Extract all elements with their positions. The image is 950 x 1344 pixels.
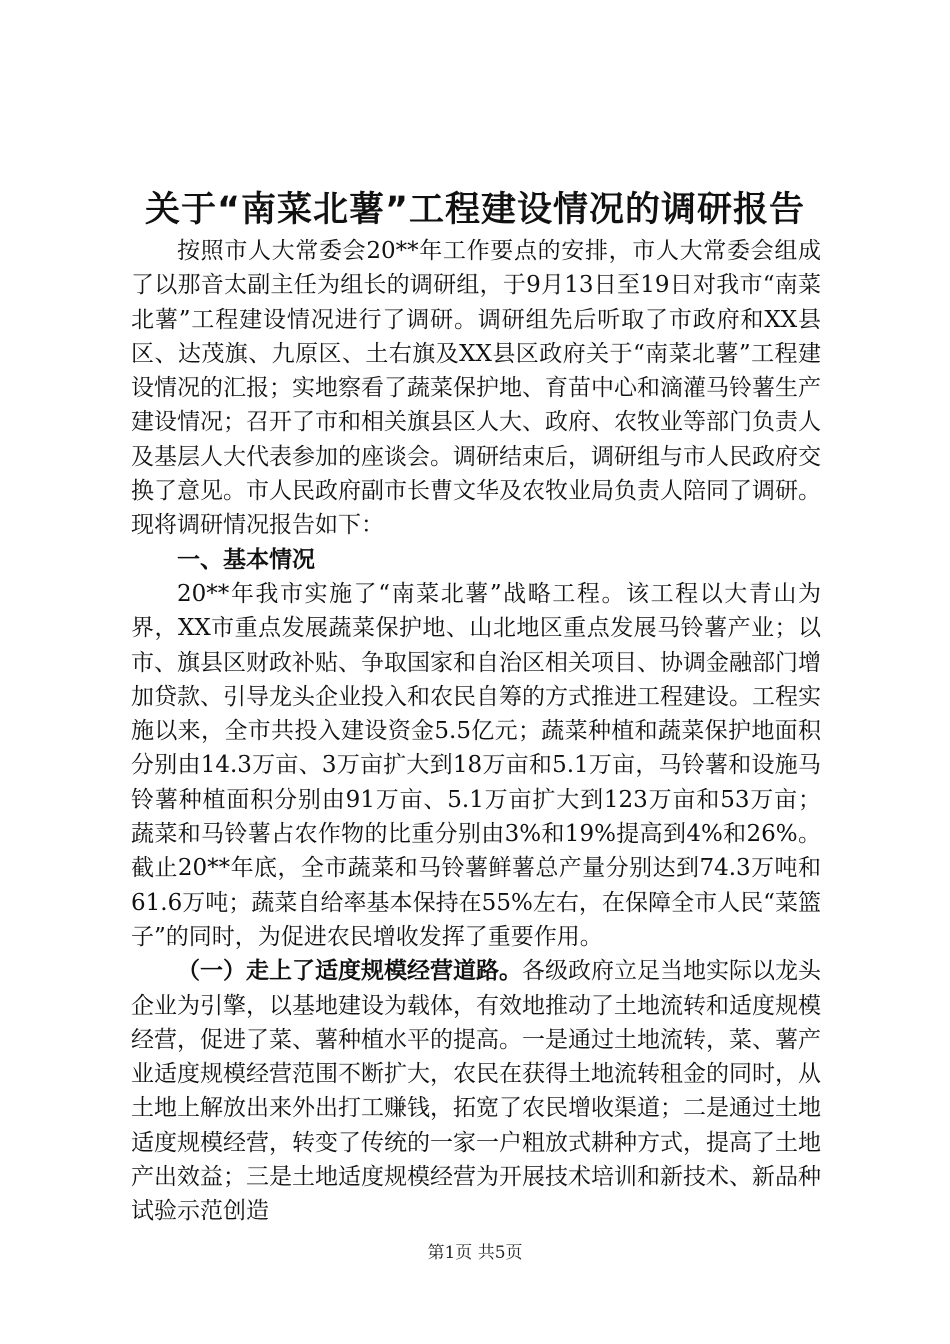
document-body bbox=[131, 234, 821, 1229]
intro-paragraph: 按照市人大常委会20**年工作要点的安排，市人大常委会组成了以那音太副主任为组长的调研组，于9月13日至19日对我市“南菜北薯”工程建设情况进行了调研。调研组先后听取了市政府和XX县区、达茂旗、九原区、土右旗及XX县区政府关于“南菜北薯”工程建设情况的汇报；实地察看了蔬菜保护地、育苗中心和滴灌马铃薯生产建设情况；召开了市和相关旗县区人大、政府、农牧业等部门负责人及基层人大代表参加的座谈会。调研结束后，调研组与市人民政府交换了意见。市人民政府副市长曹文华及农牧业局负责人陪同了调研。现将调研情况报告如下： bbox=[131, 238, 821, 539]
section-heading-basic-situation: 一、基本情况 bbox=[177, 546, 315, 573]
subsection-lead-heading: （一）走上了适度规模经营道路。 bbox=[177, 958, 522, 985]
subsection-body-text: 各级政府立足当地实际以龙头企业为引擎，以基地建设为载体，有效地推动了土地流转和适度规模经营，促进了菜、薯种植水平的提高。一是通过土地流转，菜、薯产业适度规模经营范围不断扩大，农民在获得土地流转租金的同时，从土地上解放出来外出打工赚钱，拓宽了农民增收渠道；二是通过土地适度规模经营，转变了传统的一家一户粗放式耕种方式，提高了土地产出效益；三是土地适度规模经营为开展技术培训和新技术、新品种试验示范创造 bbox=[131, 958, 821, 1225]
basic-situation-paragraph: 20**年我市实施了“南菜北薯”战略工程。该工程以大青山为界，XX市重点发展蔬菜保护地、山北地区重点发展马铃薯产业；以市、旗县区财政补贴、争取国家和自治区相关项目、协调金融部门增加贷款、引导龙头企业投入和农民自筹的方式推进工程建设。工程实施以来，全市共投入建设资金5.5亿元；蔬菜种植和蔬菜保护地面积分别由14.3万亩、3万亩扩大到18万亩和5.1万亩，马铃薯和设施马铃薯种植面积分别由91万亩、5.1万亩扩大到123万亩和53万亩；蔬菜和马铃薯占农作物的比重分别由3%和19%提高到4%和26%。截止20**年底，全市蔬菜和马铃薯鲜薯总产量分别达到74.3万吨和61.6万吨；蔬菜自给率基本保持在55%左右，在保障全市人民“菜篮子”的同时，为促进农民增收发挥了重要作用。 bbox=[131, 580, 821, 950]
subsection-paragraph bbox=[131, 954, 821, 1228]
page-number-footer: 第1页 共5页 bbox=[427, 1243, 523, 1263]
document-title: 关于“南菜北薯”工程建设情况的调研报告 bbox=[144, 190, 805, 230]
